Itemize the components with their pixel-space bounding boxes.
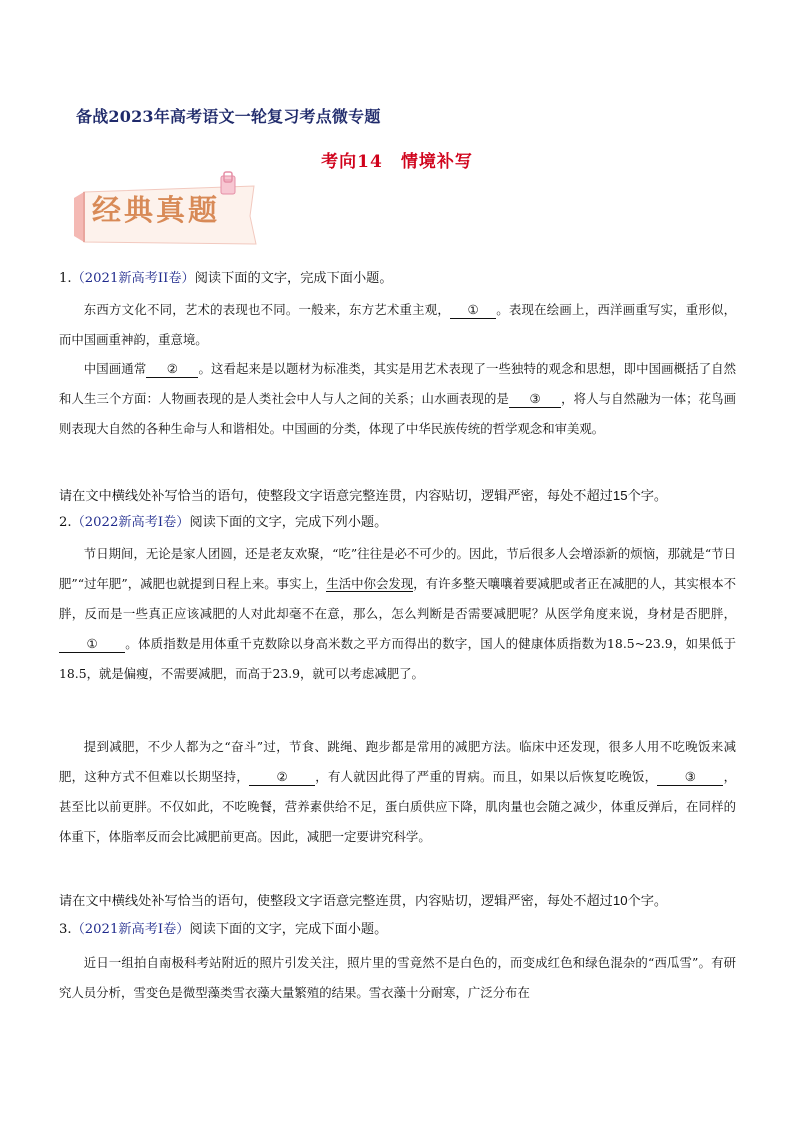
q2-instruction: 请在文中横线处补写恰当的语句，使整段文字语意完整连贯，内容贴切，逻辑严密，每处不超过10个字。	[59, 893, 668, 908]
q2-paragraph-1: 节日期间，无论是家人团圆，还是老友欢聚，“吃”往往是必不可少的。因此，节后很多人会增添新的烦恼，那就是“节日肥”“过年肥”，减肥也就提到日程上来。事实上，生活中你会发现，有许多整天嚷嚷着要减肥或者正在减肥的人，其实根本不胖，反而是一些真正应该减肥的人对此却毫不在意，那么，怎么判断是否需要减肥呢？从医学角度来说，身材是否肥胖，① 。体质指数是用体重千克数除以身高米数之平方而得出的数字，国人的健康体质指数为18.5~23.9，如果低于18.5，就是偏瘦，不需要减肥，而高于23.9，就可以考虑减肥了。	[59, 546, 736, 681]
question-2-header	[59, 512, 734, 534]
q2-blank-1: ①	[59, 636, 125, 653]
q3-source: （2021新高考I卷）	[71, 922, 190, 937]
q2-number: 2.	[59, 515, 72, 530]
paperclip-icon	[218, 170, 240, 196]
q1-instruction: 请在文中横线处补写恰当的语句，使整段文字语意完整连贯，内容贴切，逻辑严密，每处不超过15个字。	[59, 488, 668, 503]
page-title	[0, 147, 794, 172]
q2-blank-2: ②	[249, 769, 315, 786]
q2-source: （2022新高考I卷）	[71, 515, 190, 530]
q1-paragraph-2: 中国画通常 ② 。这看起来是以题材为标准类，其实是用艺术表现了一些独特的观念和思想，即中国画概括了自然和人生三个方面：人物画表现的是人类社会中人与人之间的关系；山水画表现的是 ③ ，将人与自然融为一体；花鸟画则表现大自然的各种生命与人和谐相处。中国画的分类，体现了中华民族传统的哲学观念和审美观。	[59, 361, 737, 436]
q3-number: 3.	[59, 922, 72, 937]
section-banner	[70, 176, 260, 248]
q1-paragraph-1: 东西方文化不同，艺术的表现也不同。一般来，东方艺术重主观， ① 。表现在绘画上，西洋画重写实，重形似，而中国画重神韵，重意境。	[59, 302, 737, 347]
title-number: 考向14	[321, 152, 383, 172]
q3-prompt: 阅读下面的文字，完成下面小题。	[189, 922, 388, 937]
q1-blank-3: ③	[509, 391, 561, 408]
title-name: 情境补写	[400, 152, 473, 172]
q3-paragraph-1: 近日一组拍自南极科考站附近的照片引发关注，照片里的雪竟然不是白色的，而变成红色和绿色混杂的“西瓜雪”。有研究人员分析，雪变色是微型藻类雪衣藻大量繁殖的结果。雪衣藻十分耐寒，广泛分布在	[59, 955, 736, 1000]
question-3-header	[59, 919, 734, 941]
q1-prompt: 阅读下面的文字，完成下面小题。	[194, 271, 393, 286]
q1-source: （2021新高考II卷）	[71, 271, 195, 286]
q2-underlined-phrase: 生活中你会发现	[326, 576, 414, 591]
q1-blank-1: ①	[450, 302, 496, 319]
q2-prompt: 阅读下面的文字，完成下列小题。	[189, 515, 388, 530]
q1-blank-2: ②	[146, 361, 198, 378]
series-title: 备战2023年高考语文一轮复习考点微专题	[76, 107, 381, 126]
banner-label: 经典真题	[92, 193, 221, 227]
q1-number: 1.	[59, 271, 72, 286]
q2-paragraph-2: 提到减肥，不少人都为之“奋斗”过，节食、跳绳、跑步都是常用的减肥方法。临床中还发现，很多人用不吃晚饭来减肥，这种方式不但难以长期坚持， ② ，有人就因此得了严重的胃病。而且，如果以后恢复吃晚饭， ③ ，甚至比以前更胖。不仅如此，不吃晚餐，营养素供给不足，蛋白质供应下降，肌肉量也会随之减少，体重反弹后，在同样的体重下，体脂率反而会比减肥前更高。因此，减肥一定要讲究科学。	[59, 739, 737, 844]
question-1-header	[59, 268, 734, 290]
q2-blank-3: ③	[657, 769, 723, 786]
